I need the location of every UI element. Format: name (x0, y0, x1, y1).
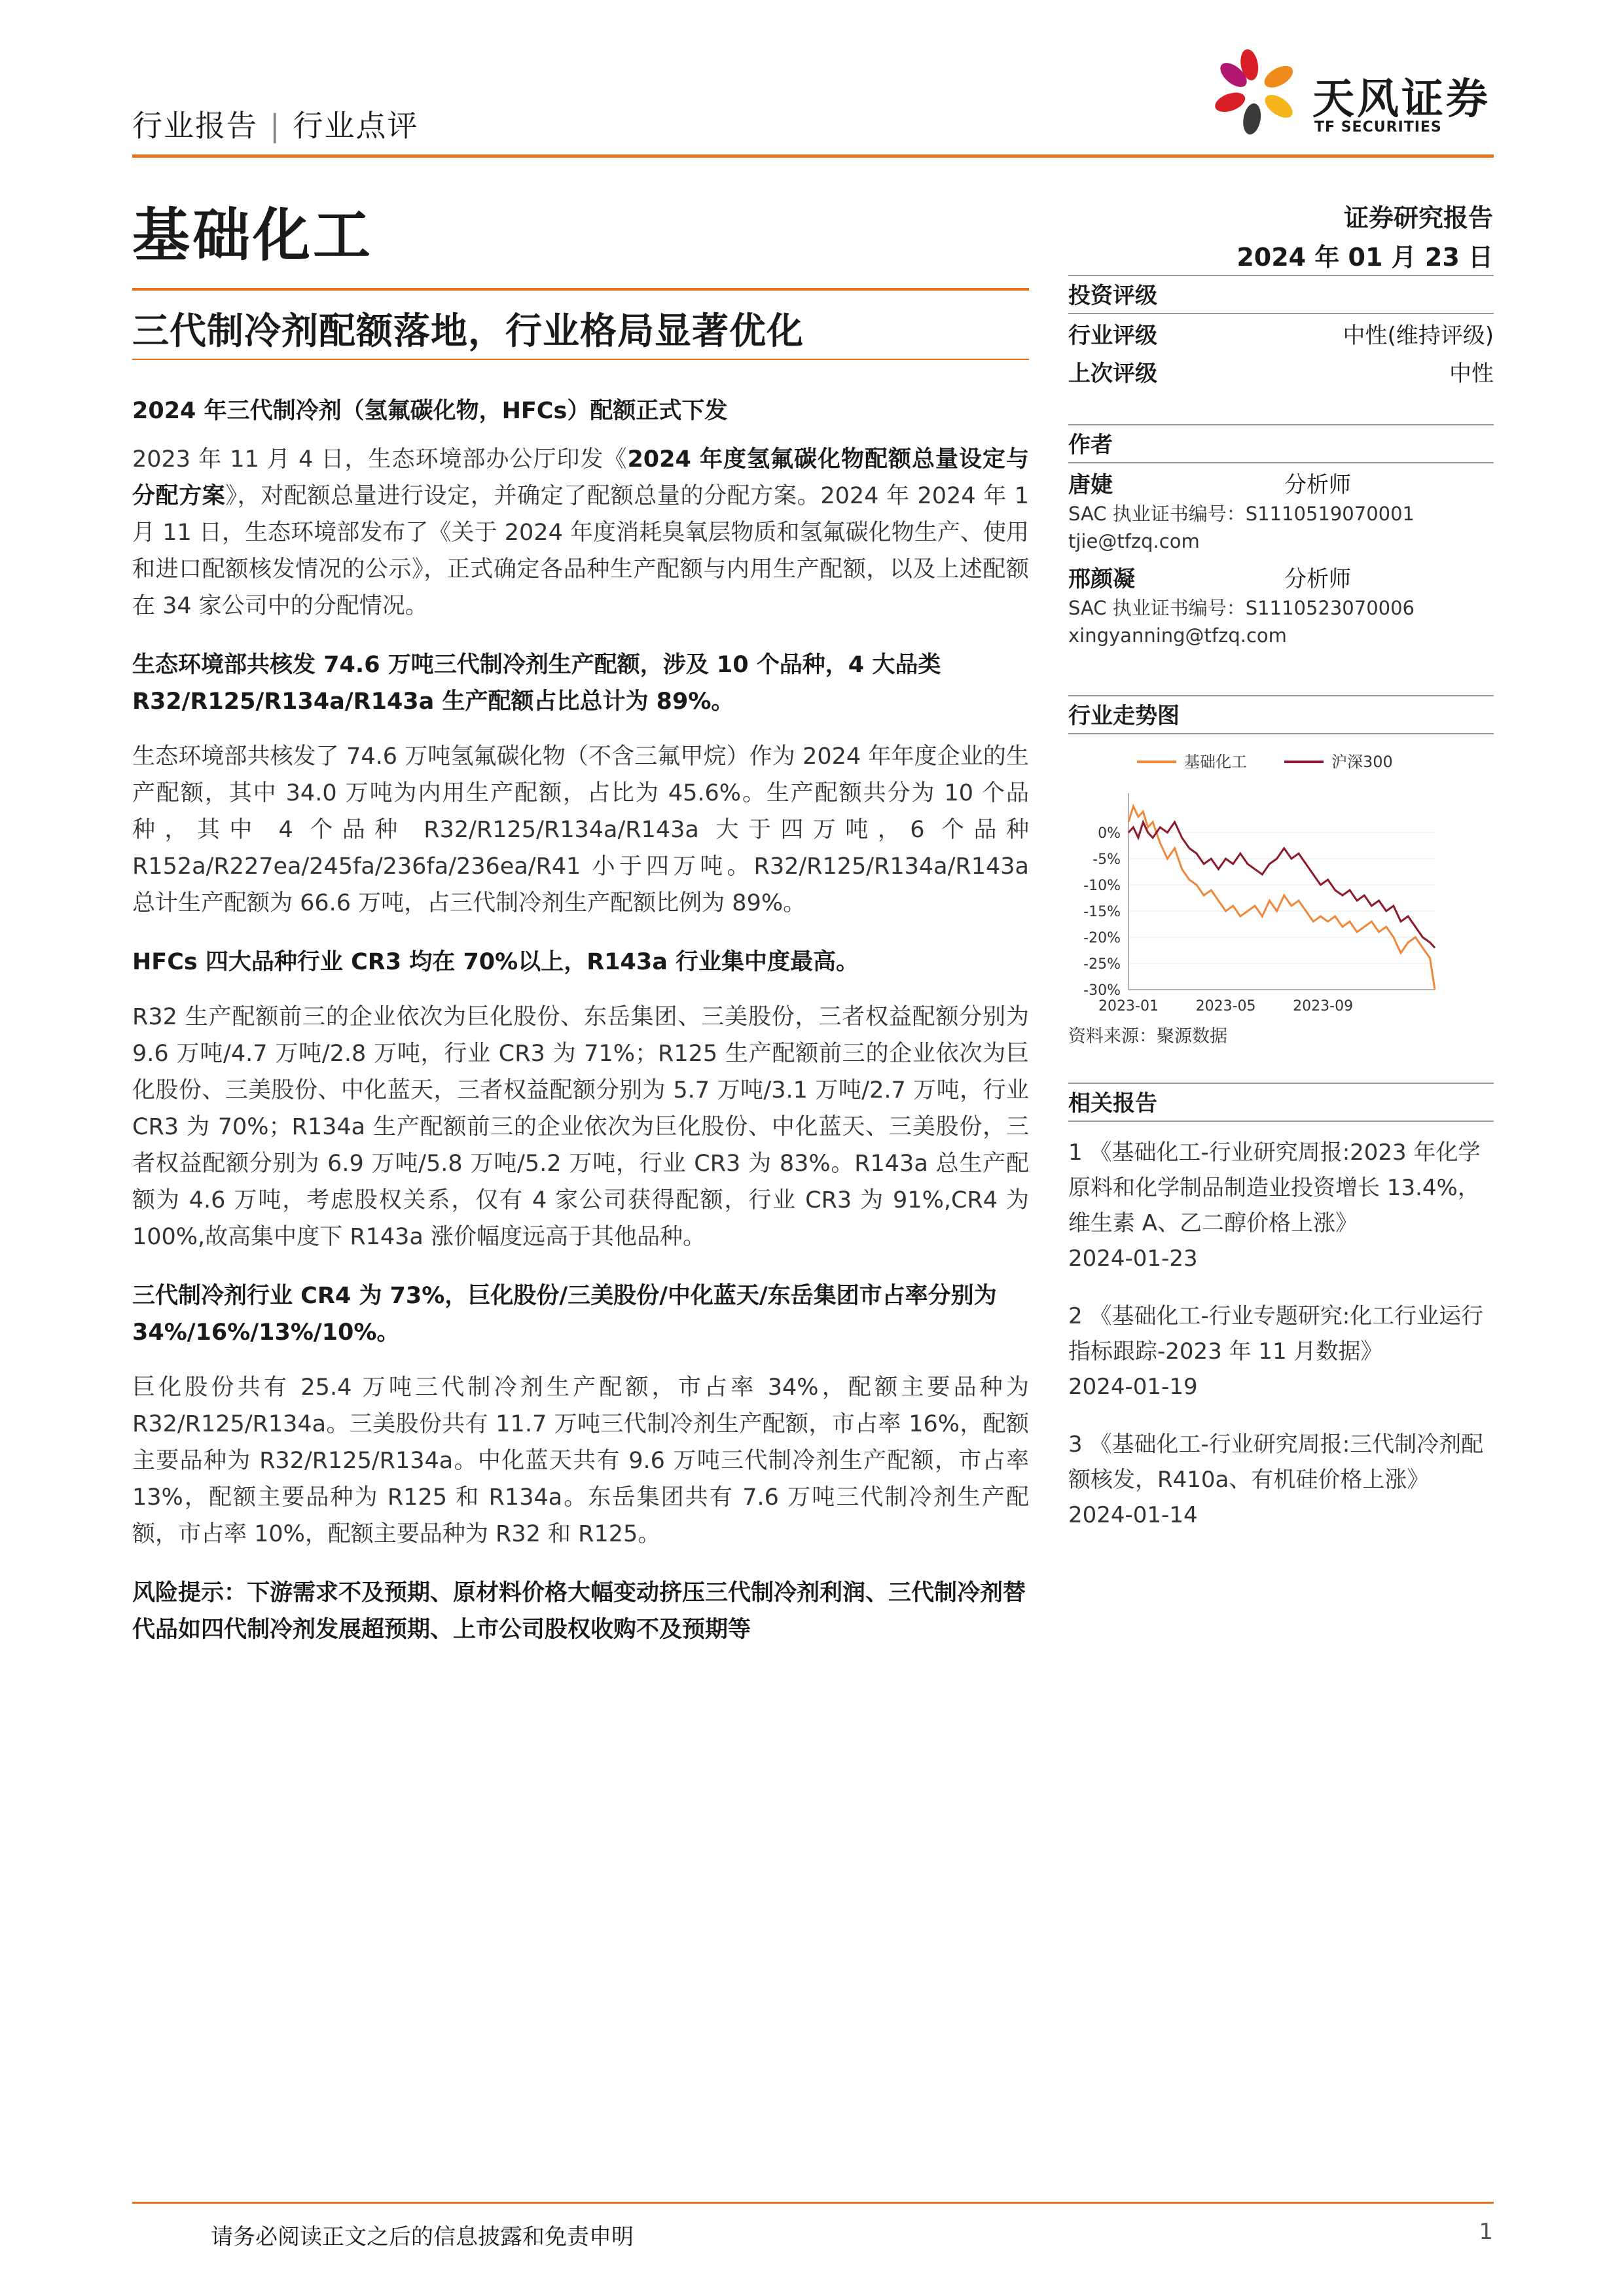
key-point-total-quota: 生态环境部共核发 74.6 万吨三代制冷剂生产配额，涉及 10 个品种，4 大品类 R32/R125/R134a/R143a 生产配额占比总计为 89%。 (132, 652, 941, 715)
author-email[interactable]: tjie@tfzq.com (1068, 530, 1200, 552)
sidebar (1068, 275, 1494, 1555)
sidebar-rule (1068, 695, 1494, 696)
footer-divider (132, 2202, 1494, 2204)
prev-rating-value: 中性 (1449, 361, 1494, 387)
y-tick-label: 0% (1098, 825, 1121, 842)
author-email[interactable]: xingyanning@tfzq.com (1068, 624, 1287, 647)
author-name: 唐婕 分析师 (1068, 470, 1494, 500)
sidebar-rule (1068, 462, 1494, 463)
headline-rule-bottom (132, 359, 1029, 360)
report-headline: 三代制冷剂配额落地，行业格局显著优化 (132, 310, 804, 353)
author-card (1068, 564, 1494, 649)
authors-heading: 作者 (1068, 432, 1113, 458)
rating-label: 行业评级 (1068, 323, 1157, 349)
related-report-date: 2024-01-14 (1068, 1502, 1198, 1528)
author-role: 分析师 (1284, 566, 1351, 592)
headline-rule-top (132, 288, 1029, 291)
industry-title: 基础化工 (132, 202, 374, 269)
paragraph-quota-breakdown: 生态环境部共核发了 74.6 万吨氢氟碳化物（不含三氟甲烷）作为 2024 年年度企业的生产配额，其中 34.0 万吨为内用生产配额，占比为 45.6%。生产配额共分为 10 个品种，其中 4 个品种 R32/R125/R134a/R143a 大于四万吨，6 个品种 R152a/R227ea/245fa/236fa/236ea/R41 小于四万吨。R32/R125/R134a/R143a 总计生产配额为 66.6 万吨，占三代制冷剂生产配额比例为 89%。 (132, 744, 1029, 916)
y-tick-label: -20% (1083, 930, 1121, 946)
p1-text-bold: 2024 年度氢氟碳化物配额总量设定与分配方案 (132, 446, 1029, 509)
brand-name-en: TF SECURITIES (1314, 119, 1442, 135)
related-report-title[interactable]: 3 《基础化工-行业研究周报:三代制冷剂配额核发，R410a、有机硅价格上涨》 (1068, 1431, 1484, 1493)
author-cert: SAC 执业证书编号：S1110519070001 (1068, 503, 1415, 525)
legend-label: 基础化工 (1184, 753, 1247, 771)
p1-text-c: 》，对配额总量进行设定，并确定了配额总量的分配方案。2024 年 2024 年 1 月 11 日，生态环境部发布了《关于 2024 年度消耗臭氧层物质和氢氟碳化物生产、使用和进口配额核发情况的公示》，正式确定各品种生产配额与内用生产配额，以及上述配额在 34 家公司中的分配情况。 (132, 483, 1029, 619)
author-cert: SAC 执业证书编号：S1110523070006 (1068, 597, 1415, 619)
risk-warning: 风险提示：下游需求不及预期、原材料价格大幅变动挤压三代制冷剂利润、三代制冷剂替代品如四代制冷剂发展超预期、上市公司股权收购不及预期等 (132, 1580, 1026, 1643)
author-role: 分析师 (1284, 472, 1351, 498)
rating-value: 中性(维持评级) (1343, 323, 1494, 349)
page-number: 1 (1479, 2219, 1493, 2245)
related-report-date: 2024-01-23 (1068, 1246, 1198, 1272)
paragraph-quota-policy (132, 441, 1029, 624)
brand-name-cn: 天风证券 (1312, 75, 1490, 124)
author-card (1068, 470, 1494, 555)
y-tick-label: -25% (1083, 956, 1121, 973)
chart-source: 资料来源：聚源数据 (1068, 1026, 1227, 1047)
legend-label: 沪深300 (1331, 753, 1393, 771)
document-date: 2024 年 01 月 23 日 (1236, 243, 1493, 272)
prev-rating-label: 上次评级 (1068, 361, 1157, 387)
subcategory-label: 行业点评 (293, 108, 419, 143)
sidebar-rule (1068, 424, 1494, 425)
document-type: 证券研究报告 (1343, 204, 1493, 232)
rating-heading: 投资评级 (1068, 283, 1157, 309)
sidebar-rule (1068, 313, 1494, 314)
rating-row (1068, 317, 1494, 355)
related-report-date: 2024-01-19 (1068, 1374, 1198, 1400)
key-point-cr3: HFCs 四大品种行业 CR3 均在 70%以上，R143a 行业集中度最高。 (132, 949, 859, 975)
main-content (132, 393, 1029, 1666)
y-tick-label: -10% (1083, 878, 1121, 894)
related-heading: 相关报告 (1068, 1090, 1157, 1117)
p1-text-a: 2023 年 11 月 4 日，生态环境部办公厅印发《 (132, 446, 628, 473)
y-tick-label: -15% (1083, 904, 1121, 920)
header-divider (132, 154, 1494, 158)
section-heading-quota: 2024 年三代制冷剂（氢氟碳化物，HFCs）配额正式下发 (132, 398, 728, 424)
x-tick-label: 2023-05 (1195, 998, 1256, 1014)
related-report-title[interactable]: 1 《基础化工-行业研究周报:2023 年化学原料和化学制品制造业投资增长 13.4%，维生素 A、乙二醇价格上涨》 (1068, 1139, 1481, 1236)
paragraph-cr3-details: R32 生产配额前三的企业依次为巨化股份、东岳集团、三美股份，三者权益配额分别为 9.6 万吨/4.7 万吨/2.8 万吨，行业 CR3 为 71%；R125 生产配额前三的企业依次为巨化股份、三美股份、中化蓝天，三者权益配额分别为 5.7 万吨/3.1 万吨/2.7 万吨，行业 CR3 为 70%；R134a 生产配额前三的企业依次为巨化股份、中化蓝天、三美股份，三者权益配额分别为 6.9 万吨/5.8 万吨/5.2 万吨，行业 CR3 为 83%。R143a 总生产配额为 4.6 万吨，考虑股权关系，仅有 4 家公司获得配额，行业 CR3 为 91%,CR4 为 100%,故高集中度下 R143a 涨价幅度远高于其他品种。 (132, 1004, 1029, 1250)
x-tick-label: 2023-01 (1098, 998, 1159, 1014)
related-report-item[interactable] (1068, 1427, 1494, 1533)
related-report-item[interactable] (1068, 1299, 1494, 1405)
category-label: 行业报告 (132, 108, 258, 143)
category-separator: | (270, 108, 281, 143)
prev-rating-row (1068, 355, 1494, 393)
industry-trend-chart (1068, 734, 1494, 1022)
trend-heading: 行业走势图 (1068, 703, 1180, 729)
y-tick-label: -30% (1083, 982, 1121, 999)
sidebar-rule (1068, 1083, 1494, 1084)
related-report-item[interactable] (1068, 1135, 1494, 1276)
series-line (1128, 806, 1435, 990)
key-point-cr4: 三代制冷剂行业 CR4 为 73%，巨化股份/三美股份/中化蓝天/东岳集团市占率分别为 34%/16%/13%/10%。 (132, 1283, 997, 1346)
sidebar-rule (1068, 1121, 1494, 1122)
sidebar-rule (1068, 275, 1494, 276)
disclaimer-note: 请务必阅读正文之后的信息披露和免责申明 (211, 2224, 634, 2250)
author-name: 邢颜凝 分析师 (1068, 564, 1494, 594)
y-tick-label: -5% (1092, 852, 1121, 868)
related-report-title[interactable]: 2 《基础化工-行业专题研究:化工行业运行指标跟踪-2023 年 11 月数据》 (1068, 1303, 1484, 1365)
paragraph-company-shares: 巨化股份共有 25.4 万吨三代制冷剂生产配额，市占率 34%，配额主要品种为 R32/R125/R134a。三美股份共有 11.7 万吨三代制冷剂生产配额，市占率 16%，配额主要品种为 R32/R125/R134a。中化蓝天共有 9.6 万吨三代制冷剂生产配额，市占率 13%，配额主要品种为 R125 和 R134a。东岳集团共有 7.6 万吨三代制冷剂生产配额，市占率 10%，配额主要品种为 R32 和 R125。 (132, 1374, 1029, 1547)
trend-chart-svg (1068, 734, 1494, 1022)
x-tick-label: 2023-09 (1293, 998, 1354, 1014)
report-category (132, 102, 419, 145)
